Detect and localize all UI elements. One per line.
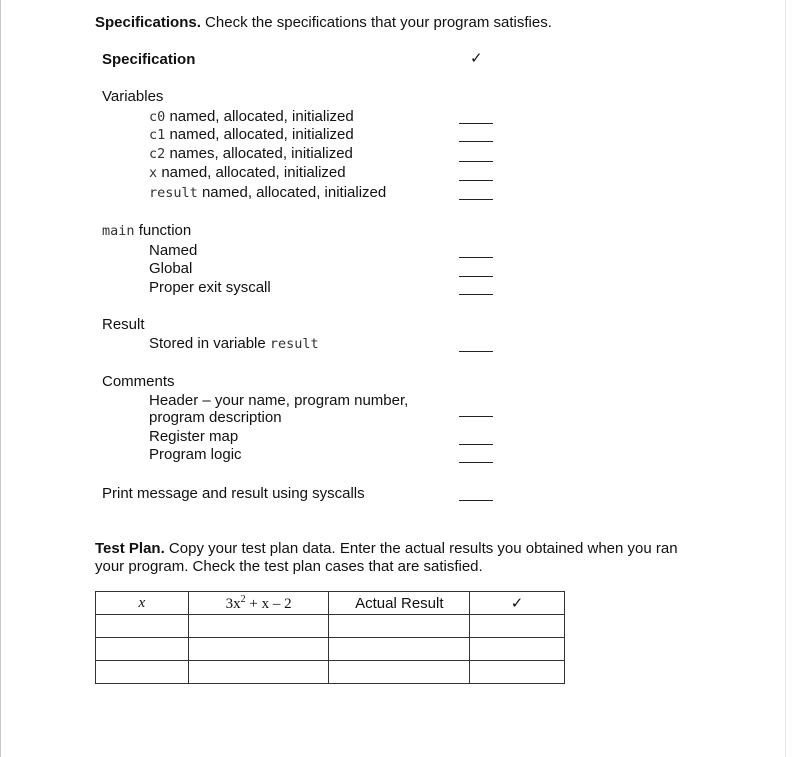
spec-item-exit-syscall: Proper exit syscall xyxy=(149,279,271,296)
table-cell[interactable] xyxy=(470,638,565,661)
table-cell[interactable] xyxy=(96,615,189,638)
table-row xyxy=(96,661,565,684)
check-blank-named[interactable] xyxy=(459,257,493,258)
check-blank-c0[interactable] xyxy=(459,123,493,124)
table-cell[interactable] xyxy=(329,615,470,638)
section-title-print-message: Print message and result using syscalls xyxy=(102,485,365,502)
section-title-comments: Comments xyxy=(102,373,175,390)
test-plan-intro xyxy=(95,540,735,576)
section-title-main-function: main function xyxy=(102,222,192,239)
spec-item-header-line2: program description xyxy=(149,409,282,426)
test-plan-header-row xyxy=(96,592,565,615)
check-blank-x[interactable] xyxy=(459,180,493,181)
check-blank-header[interactable] xyxy=(459,416,493,417)
table-cell[interactable] xyxy=(470,661,565,684)
page-right-edge xyxy=(785,0,786,757)
section-title-result: Result xyxy=(102,316,145,333)
table-cell[interactable] xyxy=(470,615,565,638)
check-blank-result[interactable] xyxy=(459,199,493,200)
table-row xyxy=(96,638,565,661)
table-cell[interactable] xyxy=(96,638,189,661)
spec-item-c2: c2 names, allocated, initialized xyxy=(149,145,353,162)
table-row xyxy=(96,615,565,638)
table-cell[interactable] xyxy=(329,661,470,684)
col-header-expression: $3x^2 + x - 2$ xyxy=(188,592,329,615)
table-cell[interactable] xyxy=(329,638,470,661)
check-blank-stored-result[interactable] xyxy=(459,351,493,352)
specifications-heading: Specifications. xyxy=(95,14,201,31)
specifications-intro xyxy=(95,14,552,32)
spec-item-result: result named, allocated, initialized xyxy=(149,184,387,201)
col-header-x: x xyxy=(96,592,189,615)
check-blank-register-map[interactable] xyxy=(459,444,493,445)
spec-item-header-line1: Header – your name, program number, xyxy=(149,392,409,409)
specification-column-header: Specification xyxy=(102,51,196,68)
check-blank-exit-syscall[interactable] xyxy=(459,294,493,295)
table-cell[interactable] xyxy=(188,615,329,638)
test-plan-heading: Test Plan. xyxy=(95,540,165,557)
spec-item-stored-result: Stored in variable result xyxy=(149,335,319,352)
table-cell[interactable] xyxy=(188,661,329,684)
spec-item-named: Named xyxy=(149,242,198,259)
col-header-actual-result: Actual Result xyxy=(329,592,470,615)
spec-item-x: x named, allocated, initialized xyxy=(149,164,346,181)
page-left-edge xyxy=(0,0,1,757)
spec-item-program-logic: Program logic xyxy=(149,446,242,463)
check-blank-c1[interactable] xyxy=(459,141,493,142)
spec-item-register-map: Register map xyxy=(149,428,239,445)
spec-item-c1: c1 named, allocated, initialized xyxy=(149,126,354,143)
check-column-header-icon: ✓ xyxy=(470,50,483,67)
spec-item-c0: c0 named, allocated, initialized xyxy=(149,108,354,125)
check-blank-c2[interactable] xyxy=(459,161,493,162)
table-cell[interactable] xyxy=(96,661,189,684)
test-plan-intro-line1: Copy your test plan data. Enter the actual results you obtained when you ran xyxy=(168,540,678,557)
check-blank-print-message[interactable] xyxy=(459,500,493,501)
specifications-intro-text: Check the specifications that your program satisfies. xyxy=(205,14,552,31)
check-blank-global[interactable] xyxy=(459,276,493,277)
table-cell[interactable] xyxy=(188,638,329,661)
col-header-check-icon: ✓ xyxy=(470,592,565,615)
check-blank-program-logic[interactable] xyxy=(459,462,493,463)
test-plan-intro-line2: your program. Check the test plan cases that are satisfied. xyxy=(95,558,483,575)
spec-item-global: Global xyxy=(149,260,193,277)
test-plan-table xyxy=(95,591,565,684)
section-title-variables: Variables xyxy=(102,88,164,105)
